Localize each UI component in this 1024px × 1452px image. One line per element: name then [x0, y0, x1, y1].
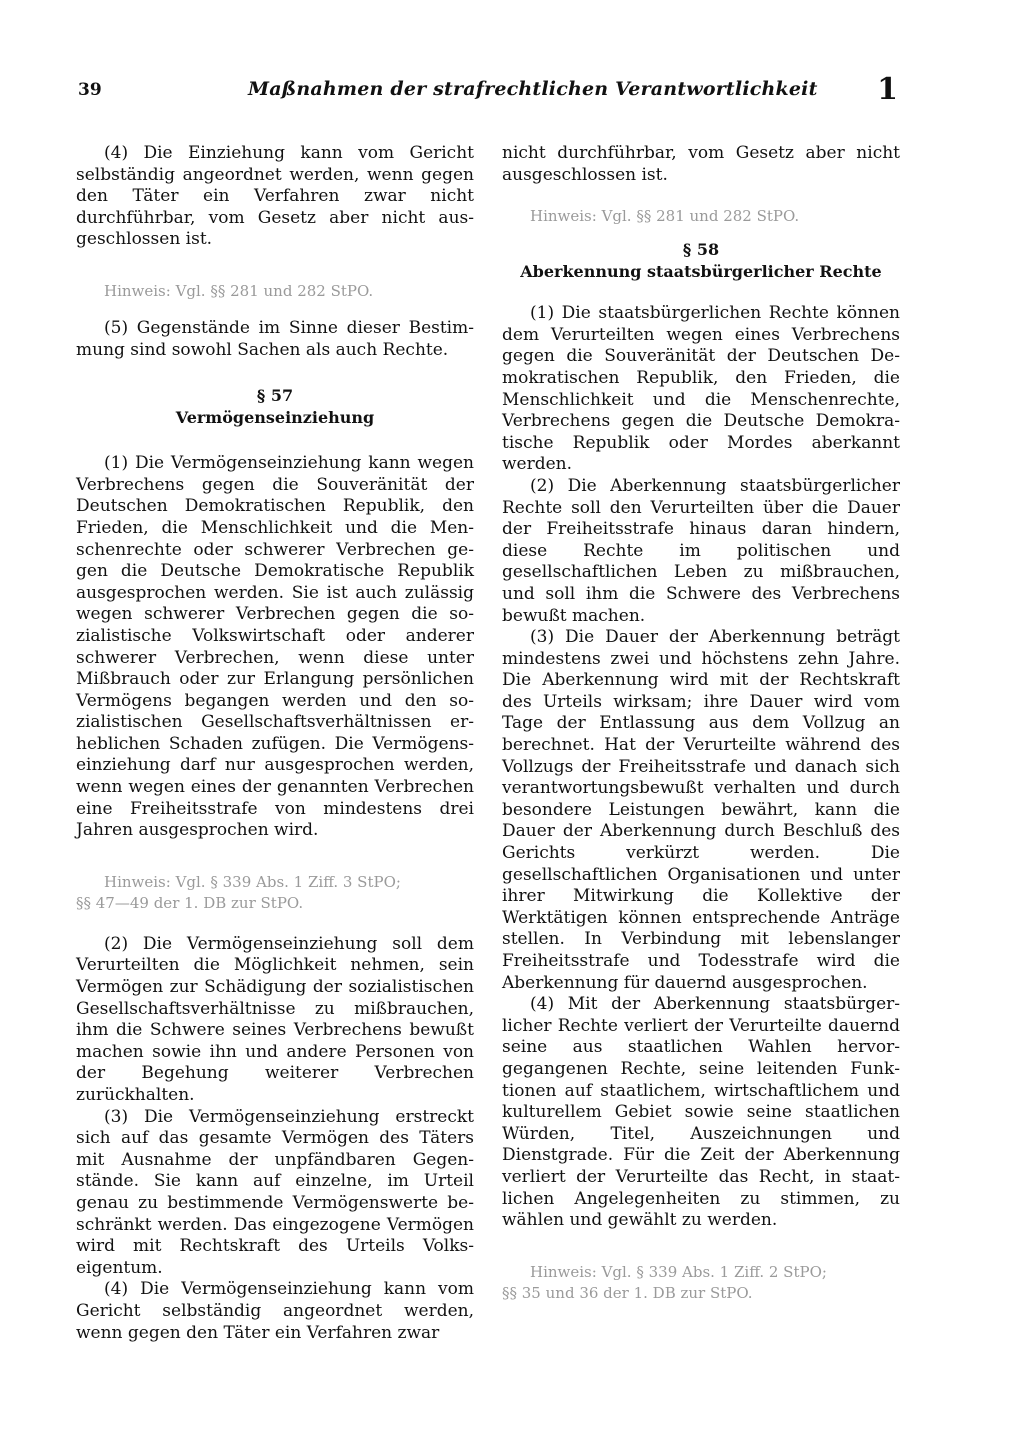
section-57-heading: [76, 385, 474, 429]
hint-reference-line: §§ 35 und 36 der 1. DB zur StPO.: [502, 1283, 753, 1302]
hint-reference-block: [502, 1262, 900, 1304]
paragraph-58-4: (4) Mit der Aberkennung staatsbürgerlicher Rechte verliert der Verurteilte dauernd seine aus staatlichen Wahlen hervorgegangenen Rechte, seine leitenden Funktionen auf staatlichem, wirtschaftlichem und kulturellem Gebiet sowie seine staatlichen Würden, Titel, Auszeichnungen und Dienstgrade. Für die Zeit der Aberkennung verliert der Verurteilte das Recht, in staatlichen Angelegenheiten zu stimmen, zu wählen und gewählt zu werden.: [502, 994, 900, 1231]
paragraph-58-3: (3) Die Dauer der Aberkennung beträgt mindestens zwei und höchstens zehn Jahre. Die Aberkennung wird mit der Rechtskraft des Urteils wirksam; ihre Dauer wird vom Tage der Entlassung aus dem Vollzug an berechnet. Hat der Verurteilte während des Vollzugs der Freiheitsstrafe und danach sich verantwortungsbewußt verhalten und durch besondere Leistungen bewährt, kann die Dauer der Aberkennung durch Beschluß des Gerichts verkürzt werden. Die gesellschaftlichen Organisationen und unter ihrer Mitwirkung die Kollektive der Werktätigen können entsprechende Anträge stellen. In Verbindung mit lebenslanger Freiheitsstrafe und Todesstrafe wird die Aberkennung für dauernd ausgesprochen.: [502, 627, 900, 993]
hint-reference: Hinweis: Vgl. §§ 281 und 282 StPO.: [530, 207, 800, 226]
section-number: § 57: [256, 386, 294, 406]
chapter-number: 1: [877, 72, 898, 107]
page-header: [78, 72, 898, 110]
paragraph-57-2: (2) Die Vermögenseinziehung soll dem Verurteilten die Möglichkeit nehmen, sein Vermögen zur Schädigung der sozialistischen Gesellschaftsverhältnisse zu mißbrauchen, ihm die Schwere seines Verbrechens bewußt machen sowie ihn und andere Personen von der Begehung weiterer Verbrechen zurückhalten.: [76, 933, 474, 1105]
page-number: 39: [78, 80, 102, 100]
paragraph-57-4: (4) Die Vermögenseinziehung kann vom Gericht selbständig angeordnet werden, wenn gegen den Täter ein Verfahren zwar: [76, 1279, 474, 1343]
running-title: Maßnahmen der strafrechtlichen Verantwortlichkeit: [248, 78, 818, 100]
left-column: [76, 143, 474, 1344]
paragraph-58-2: (2) Die Aberkennung staatsbürgerlicher Rechte soll den Verurteilten über die Dauer der Freiheitsstrafe hinaus daran hindern, diese Rechte im politischen und gesellschaftlichen Leben zu mißbrauchen, und soll ihm die Schwere des Verbrechens bewußt machen.: [502, 475, 900, 626]
paragraph-56-4: (4) Die Einziehung kann vom Gericht selbständig angeordnet werden, wenn gegen den Täter ein Verfahren zwar nicht durchführbar, vom Gesetz aber nicht ausgeschlossen ist.: [76, 143, 474, 250]
hint-reference-line: Hinweis: Vgl. § 339 Abs. 1 Ziff. 2 StPO;: [530, 1262, 827, 1281]
paragraph-57-4-continued: nicht durchführbar, vom Gesetz aber nicht ausgeschlossen ist.: [502, 143, 900, 185]
hint-reference-line: §§ 47—49 der 1. DB zur StPO.: [76, 893, 304, 912]
hint-reference: Hinweis: Vgl. §§ 281 und 282 StPO.: [104, 281, 374, 300]
section-number: § 58: [682, 240, 720, 260]
hint-reference-block: [76, 872, 474, 914]
paragraph-56-5: (5) Gegenstände im Sinne dieser Bestimmung sind sowohl Sachen als auch Rechte.: [76, 317, 474, 360]
hint-reference-line: Hinweis: Vgl. § 339 Abs. 1 Ziff. 3 StPO;: [104, 872, 401, 891]
paragraph-57-1: (1) Die Vermögenseinziehung kann wegen Verbrechens gegen die Souveränität der Deutschen Demokratischen Republik, den Frieden, die Menschlichkeit und die Menschenrechte oder schwerer Verbrechen gegen die Deutsche Demokratische Republik ausgesprochen werden. Sie ist auch zulässig wegen schwerer Verbrechen gegen die sozialistische Volkswirtschaft oder anderer schwerer Verbrechen, wenn diese unter Mißbrauch oder zur Erlangung persönlichen Vermögens begangen werden und den sozialistischen Gesellschaftsverhältnissen erheblichen Schaden zufügen. Die Vermögenseinziehung darf nur ausgesprochen werden, wenn wegen eines der genannten Verbrechen eine Freiheitsstrafe von mindestens drei Jahren ausgesprochen wird.: [76, 453, 474, 841]
section-title: Vermögenseinziehung: [175, 408, 375, 428]
section-58-heading: [502, 239, 900, 283]
paragraph-57-3: (3) Die Vermögenseinziehung erstreckt sich auf das gesamte Vermögen des Täters mit Ausnahme der unpfändbaren Gegenstände. Sie kann auf einzelne, im Urteil genau zu bestimmende Vermögenswerte beschränkt werden. Das eingezogene Vermögen wird mit Rechtskraft des Urteils Volkseigentum.: [76, 1106, 474, 1278]
paragraph-58-1: (1) Die staatsbürgerlichen Rechte können dem Verurteilten wegen eines Verbrechens gegen die Souveränität der Deutschen Demokratischen Republik, den Frieden, die Menschlichkeit und die Menschenrechte, Verbrechens gegen die Deutsche Demokratische Republik oder Mordes aberkannt werden.: [502, 303, 900, 475]
right-column: [502, 143, 900, 1304]
section-title: Aberkennung staatsbürgerlicher Rechte: [520, 262, 882, 282]
